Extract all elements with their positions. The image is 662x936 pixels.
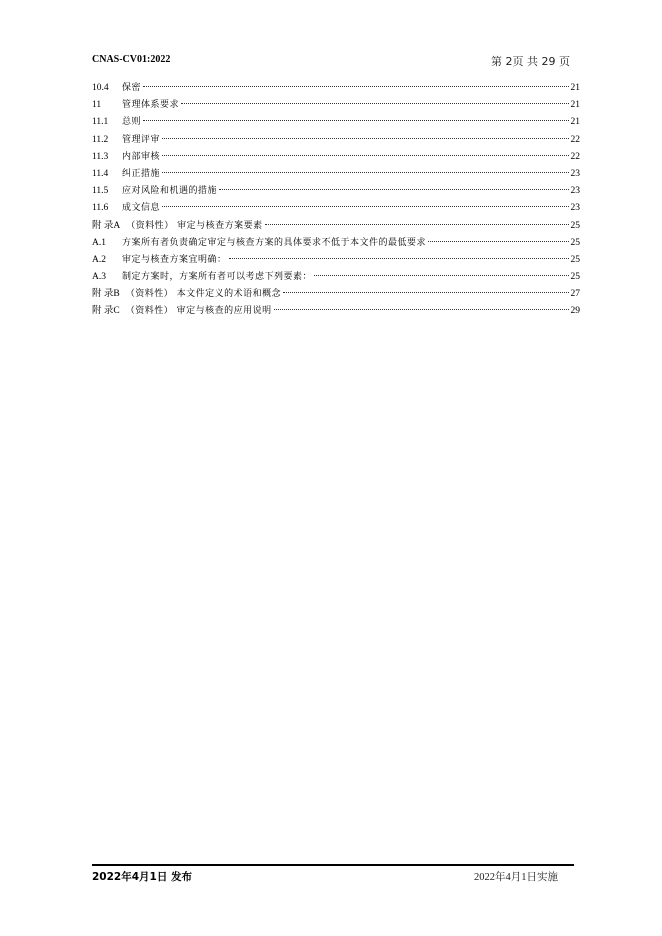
toc-entry-title: 总则 [122,117,142,128]
toc-entry-page: 23 [570,186,580,197]
toc-entry-title: （资料性） 审定与核查的应用说明 [125,306,272,317]
toc-entry[interactable] [92,235,580,252]
toc-entry[interactable] [92,252,580,269]
toc-entry-number: 11 [92,100,102,111]
toc-entry-page: 25 [570,272,580,283]
toc-entry-page: 21 [570,83,580,93]
toc-entry[interactable] [92,114,580,131]
toc-entry-title: 内部审核 [122,151,161,162]
toc-entry-page: 27 [570,289,580,300]
toc-entry-title: （资料性） 本文件定义的术语和概念 [125,289,282,300]
dot-leader [162,172,568,173]
toc-entry-number: A.2 [92,254,106,265]
toc-entry[interactable] [92,218,580,235]
toc-entry-page: 25 [570,220,580,231]
toc-entry[interactable] [92,183,580,200]
toc-entry-number: A.1 [92,237,106,248]
toc-entry-number: 11.1 [92,117,109,128]
dot-leader [274,309,569,310]
toc-entry-page: 23 [570,203,580,214]
toc-entry-number: A.3 [92,272,106,283]
dot-leader [428,241,568,242]
toc-entry-page: 23 [570,168,580,179]
toc-entry-number: 11.4 [92,168,109,179]
effective-date: 2022年4月1日实施 [474,872,558,883]
toc-entry[interactable] [92,286,580,303]
toc-entry-title: （资料性） 审定与核查方案要素 [126,220,263,231]
dot-leader [181,103,568,104]
toc-entry[interactable] [92,269,580,286]
dot-leader [143,120,568,121]
dot-leader [162,206,568,207]
toc-entry[interactable] [92,166,580,183]
toc-entry-page: 22 [570,134,580,145]
toc-entry-title: 成文信息 [122,203,161,214]
toc-entry-page: 29 [570,306,580,317]
dot-leader [265,224,569,225]
publish-date: 2022年4月1日 发布 [92,871,192,883]
dot-leader [219,189,568,190]
toc-entry-number: 10.4 [92,83,109,93]
table-of-contents [92,80,580,321]
toc-entry-title: 方案所有者负责确定审定与核查方案的具体要求不低于本文件的最低要求 [122,237,427,248]
dot-leader [143,86,568,87]
toc-entry-title: 审定与核查方案宜明确： [122,254,227,265]
toc-entry-page: 22 [570,151,580,162]
toc-entry-page: 21 [570,117,580,128]
toc-entry-title: 管理体系要求 [122,100,180,111]
toc-entry[interactable] [92,97,580,114]
toc-entry[interactable] [92,132,580,149]
footer-divider [92,864,574,866]
toc-entry-number: 附 录A [92,220,121,231]
dot-leader [314,275,568,276]
toc-entry-title: 制定方案时，方案所有者可以考虑下列要素： [122,272,313,283]
dot-leader [162,138,568,139]
toc-entry[interactable] [92,200,580,217]
toc-entry-page: 25 [570,237,580,248]
toc-entry-number: 附 录B [92,289,120,300]
page-number-info: 第 2页 共 29 页 [491,55,570,68]
toc-entry-number: 11.3 [92,151,109,162]
toc-entry-number: 11.2 [92,134,109,145]
toc-entry-title: 应对风险和机遇的措施 [122,186,218,197]
toc-entry-number: 11.6 [92,203,109,214]
dot-leader [283,292,568,293]
toc-entry-title: 纠正措施 [122,168,161,179]
document-id: CNAS-CV01:2022 [92,54,171,65]
toc-entry-title: 管理评审 [122,134,161,145]
dot-leader [229,258,569,259]
toc-entry-number: 附 录C [92,306,120,317]
toc-entry-title: 保密 [122,83,142,93]
dot-leader [162,155,568,156]
toc-entry[interactable] [92,80,580,97]
toc-entry-page: 25 [570,254,580,265]
toc-entry[interactable] [92,149,580,166]
toc-entry[interactable] [92,303,580,320]
toc-entry-page: 21 [570,100,580,111]
toc-entry-number: 11.5 [92,186,109,197]
